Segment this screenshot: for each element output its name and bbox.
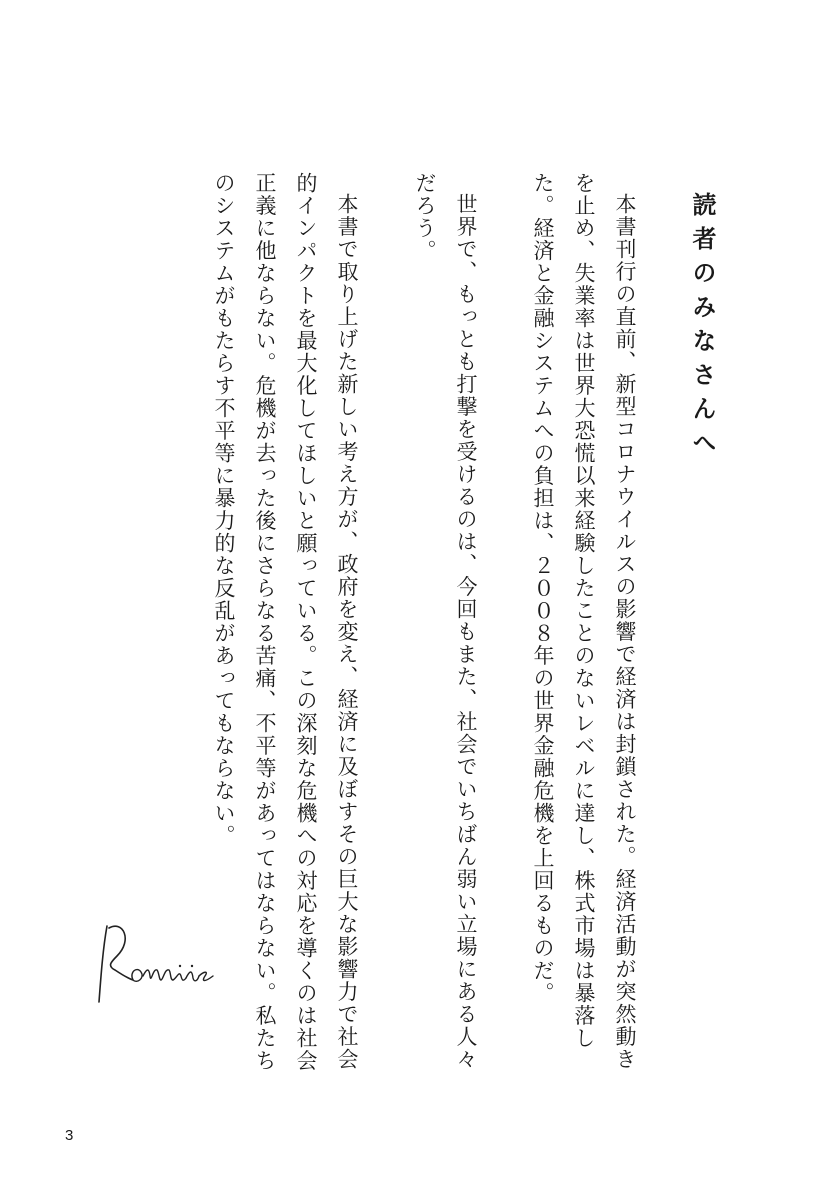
text-column-3: た。経済と金融システムへの負担は、２００８年の世界金融危機を上回るものだ。 [531,172,555,1005]
signature-image [93,920,218,1005]
text-column-1: 本書刊行の直前、新型コロナウイルスの影響で経済は封鎖された。経済活動が突然動き [613,193,637,1071]
text-column-9: のシステムがもたらす不平等に暴力的な反乱があってもならない。 [212,172,236,847]
page-title: 読者のみなさんへ [688,192,716,464]
text-column-5: だろう。 [413,172,437,262]
text-column-4: 世界で、もっとも打撃を受けるのは、今回もまた、社会でいちばん弱い立場にある人々 [454,193,478,1071]
text-column-7: 的インパクトを最大化してほしいと願っている。この深刻な危機への対応を導くのは社会 [294,172,318,1072]
text-column-6: 本書で取り上げた新しい考え方が、政府を変え、経済に及ぼすその巨大な影響力で社会 [335,193,359,1071]
text-column-8: 正義に他ならない。危機が去った後にさらなる苦痛、不平等があってはならない。私たち [253,172,277,1072]
page-number: 3 [65,1127,74,1144]
text-column-2: を止め、失業率は世界大恐慌以来経験したことのないレベルに達し、株式市場は暴落し [572,172,596,1050]
